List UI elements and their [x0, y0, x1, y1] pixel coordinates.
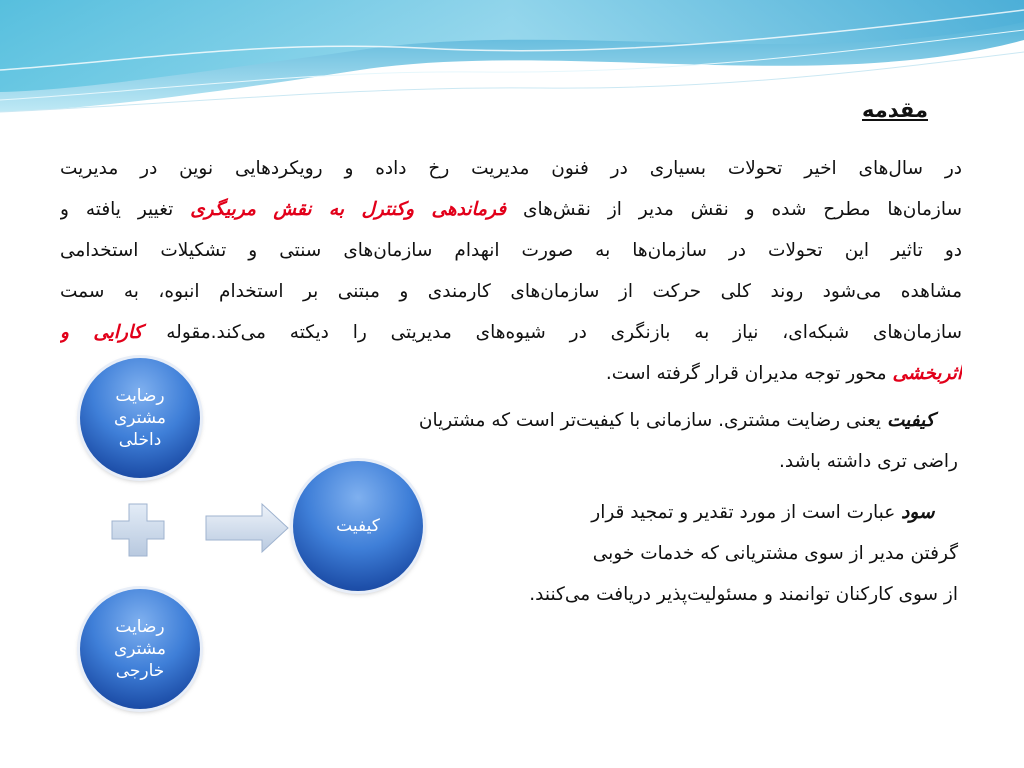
external-customer-satisfaction-circle	[80, 589, 200, 709]
plus-icon	[112, 504, 164, 556]
internal-customer-satisfaction-circle	[80, 358, 200, 478]
intro-line: مشاهده می‌شود روند کلی حرکت از سازمان‌های کارمندی و مبتنی بر استخدام انبوه، به سمت	[60, 281, 962, 302]
intro-line: دو تاثیر این تحولات در سازمان‌ها به صورت انهدام سازمان‌های سنتی و تشکیلات استخدامی	[60, 240, 962, 261]
highlight-efficiency: کارایی و	[60, 322, 143, 343]
intro-text: سازمان‌های شبکه‌ای، نیاز به بازنگری در شیوه‌های مدیریتی را دیکته می‌کند.مقوله	[166, 322, 962, 343]
page-title: مقدمه	[862, 98, 928, 122]
highlight-command-to-coaching: فرماندهی وکنترل به نقش مربیگری	[190, 199, 507, 220]
arrow-right-icon	[206, 504, 288, 552]
profit-term: سود	[901, 502, 935, 523]
intro-text: سازمان‌ها مطرح شده و نقش مدیر از نقش‌های	[522, 199, 962, 220]
profit-line: از سوی کارکنان توانمند و مسئولیت‌پذیر دریافت می‌کنند.	[529, 584, 958, 605]
quality-line: راضی تری داشته باشد.	[779, 451, 958, 472]
profit-line: گرفتن مدیر از سوی مشتریانی که خدمات خوبی	[592, 543, 958, 564]
intro-text: تغییر یافته و	[60, 199, 174, 220]
intro-text: محور توجه مدیران قرار گرفته است.	[605, 363, 887, 384]
quality-text: یعنی رضایت مشتری. سازمانی با کیفیت‌تر است که مشتریان	[418, 410, 882, 431]
intro-line: در سال‌های اخیر تحولات بسیاری در فنون مدیریت رخ داده و رویکردهایی نوین در مدیریت	[60, 158, 962, 179]
quality-term: کیفیت	[886, 410, 935, 431]
internal-satisfaction-label: رضایت مشتری داخلی	[113, 386, 167, 450]
quality-circle	[293, 461, 423, 591]
highlight-effectiveness: اثربخشی	[892, 363, 962, 384]
profit-text: عبارت است از مورد تقدیر و تمجید قرار	[591, 502, 896, 523]
external-satisfaction-label: رضایت مشتری خارجی	[113, 617, 167, 681]
quality-label: کیفیت	[336, 516, 380, 536]
